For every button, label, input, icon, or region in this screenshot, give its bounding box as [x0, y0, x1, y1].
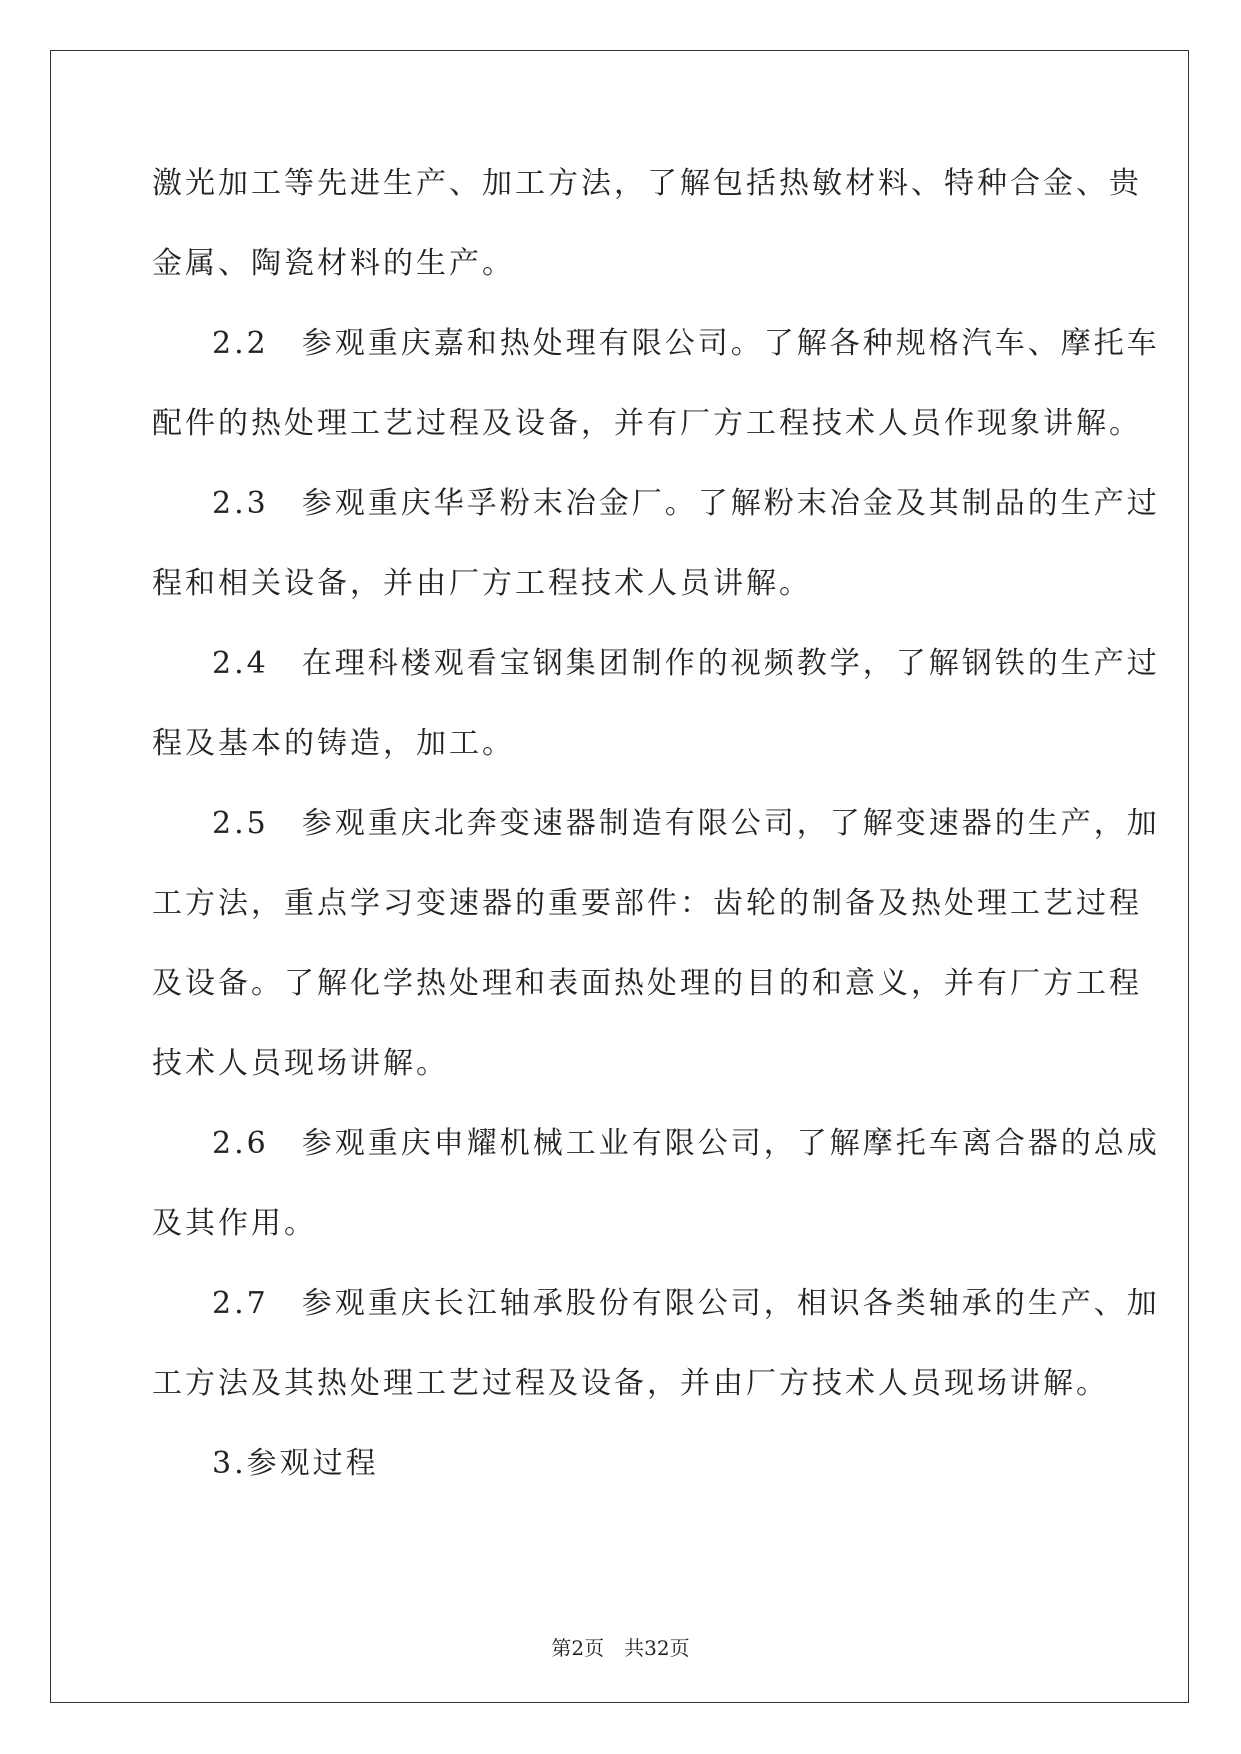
section-3-heading: 3.参观过程: [212, 1446, 379, 1481]
section-2-2-heading-line: 2.2 参观重庆嘉和热处理有限公司。了解各种规格汽车、摩托车: [212, 326, 1160, 361]
text-line: 工方法及其热处理工艺过程及设备，并由厂方技术人员现场讲解。: [152, 1366, 1109, 1401]
text-line: 配件的热处理工艺过程及设备，并有厂方工程技术人员作现象讲解。: [152, 406, 1142, 441]
text-line: 金属、陶瓷材料的生产。: [152, 246, 515, 281]
page-number-footer: 第2页 共32页: [551, 1636, 690, 1660]
text-line: 程和相关设备，并由厂方工程技术人员讲解。: [152, 566, 812, 601]
text-line: 及其作用。: [152, 1206, 317, 1241]
text-line: 激光加工等先进生产、加工方法，了解包括热敏材料、特种合金、贵: [152, 166, 1142, 201]
text-line: 及设备。了解化学热处理和表面热处理的目的和意义，并有厂方工程: [152, 966, 1142, 1001]
section-2-5-heading-line: 2.5 参观重庆北奔变速器制造有限公司，了解变速器的生产，加: [212, 806, 1160, 841]
text-line: 程及基本的铸造，加工。: [152, 726, 515, 761]
section-2-7-heading-line: 2.7 参观重庆长江轴承股份有限公司，相识各类轴承的生产、加: [212, 1286, 1160, 1321]
section-2-4-heading-line: 2.4 在理科楼观看宝钢集团制作的视频教学，了解钢铁的生产过: [212, 646, 1160, 681]
text-line: 技术人员现场讲解。: [152, 1046, 449, 1081]
text-line: 工方法，重点学习变速器的重要部件：齿轮的制备及热处理工艺过程: [152, 886, 1142, 921]
section-2-6-heading-line: 2.6 参观重庆申耀机械工业有限公司，了解摩托车离合器的总成: [212, 1126, 1160, 1161]
document-body: [152, 160, 1160, 1520]
section-2-3-heading-line: 2.3 参观重庆华孚粉末冶金厂。了解粉末冶金及其制品的生产过: [212, 486, 1160, 521]
